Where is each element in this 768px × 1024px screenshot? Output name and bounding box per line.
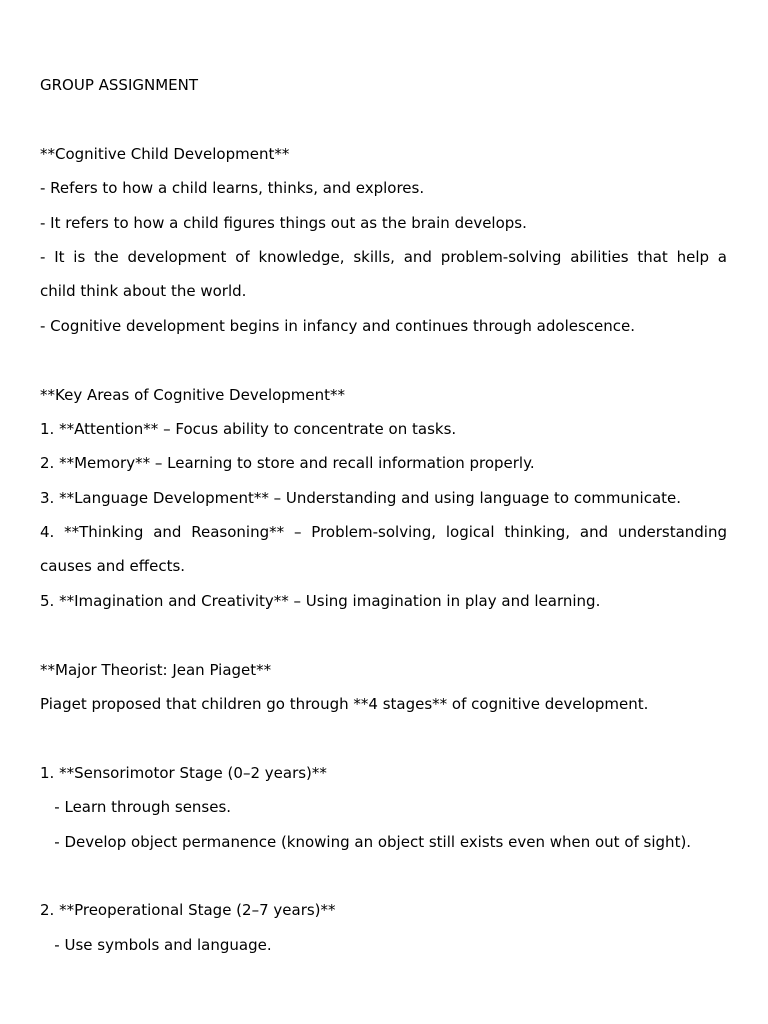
stage-point: - Learn through senses. <box>40 798 232 817</box>
paragraph-line: - It is the development of knowledge, skills, and problem-solving abilities that help a <box>40 247 727 266</box>
stage-heading-sensorimotor: 1. **Sensorimotor Stage (0–2 years)** <box>40 763 327 782</box>
section-heading-key-areas: **Key Areas of Cognitive Development** <box>40 385 346 404</box>
paragraph-line: - It refers to how a child figures things out as the brain develops. <box>40 213 527 232</box>
list-item: 3. **Language Development** – Understanding and using language to communicate. <box>40 488 682 507</box>
paragraph-line: Piaget proposed that children go through **4 stages** of cognitive development. <box>40 695 649 714</box>
blank-line <box>40 866 727 900</box>
section-heading-cognitive-development: **Cognitive Child Development** <box>40 144 290 163</box>
blank-line <box>40 625 727 659</box>
blank-line <box>40 109 727 143</box>
paragraph-line: - Cognitive development begins in infancy and continues through adolescence. <box>40 316 636 335</box>
paragraph-line: child think about the world. <box>40 282 247 301</box>
list-item-continuation: causes and effects. <box>40 557 186 576</box>
paragraph-line: - Refers to how a child learns, thinks, and explores. <box>40 179 425 198</box>
document-title: GROUP ASSIGNMENT <box>40 76 199 94</box>
stage-point: - Use symbols and language. <box>40 935 272 954</box>
list-item: 5. **Imagination and Creativity** – Using imagination in play and learning. <box>40 591 601 610</box>
stage-point: - Develop object permanence (knowing an object still exists even when out of sight). <box>40 832 692 851</box>
list-item: 2. **Memory** – Learning to store and recall information properly. <box>40 454 535 473</box>
section-heading-major-theorist: **Major Theorist: Jean Piaget** <box>40 660 272 679</box>
list-item: 4. **Thinking and Reasoning** – Problem-solving, logical thinking, and understanding <box>40 523 727 542</box>
blank-line <box>40 350 727 384</box>
list-item: 1. **Attention** – Focus ability to concentrate on tasks. <box>40 419 457 438</box>
blank-line <box>40 728 727 762</box>
stage-heading-preoperational: 2. **Preoperational Stage (2–7 years)** <box>40 901 336 920</box>
